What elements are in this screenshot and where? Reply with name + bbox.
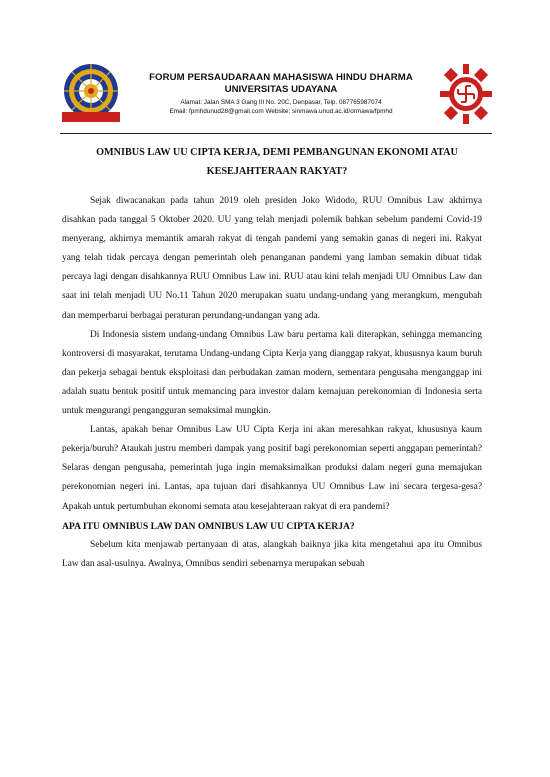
paragraph-1: Sejak diwacanakan pada tahun 2019 oleh presiden Joko Widodo, RUU Omnibus Law akhirnya disahkan pada tanggal 5 Oktober 2020. UU yang telah menjadi polemik bahkan sebelum pandemi Covid-19 menyerang, akhirnya memantik amarah rakyat di tengah pandemi yang semakin ganas di negeri ini. Rakyat yang telah tidak percaya dengan pemerintah oleh penanganan pandemi yang lamban semakin dibuat tidak percaya lagi dengan disahkannya RUU Omnibus Law ini. RUU atau kini telah menjadi UU Omnibus Law dan saat ini telah menjadi UU No.11 Tahun 2020 merupakan suatu undang-undang yang merangkum, mengubah dan memperbarui berbagai peraturan perundang-undangan yang ada. (62, 196, 482, 321)
document-title (72, 143, 482, 181)
fpmhd-emblem (440, 64, 492, 124)
document-body (62, 192, 482, 574)
title-line-2: KESEJAHTERAAN RAKYAT? (206, 166, 348, 177)
university-name: UNIVERSITAS UDAYANA (224, 84, 338, 95)
letterhead-text (122, 72, 440, 116)
paragraph-3: Lantas, apakah benar Omnibus Law UU Cipta Kerja ini akan meresahkan rakyat, khususnya kaum pekerja/buruh? Ataukah justru memberi dampak yang positif bagi perekonomian seperti anggapan pemerintah? Selaras dengan pengusaha, pemerintah juga ingin memaksimalkan produksi dalam negeri guna memajukan perekonomian negeri ini. Lantas, apa tujuan dari disahkannya UU Omnibus Law ini secara tergesa-gesa? Apakah untuk pertumbuhan ekonomi semata atau kesejahteraan rakyat di era pandemi? (62, 425, 482, 512)
letterhead-divider (60, 133, 492, 134)
org-name: FORUM PERSAUDARAAN MAHASISWA HINDU DHARMA (149, 72, 413, 83)
org-contact: Email: fpmhdunud28@gmail.com Website: sinmawa.unud.ac.id/ormawa/fpmhd (169, 108, 393, 115)
org-address: Alamat: Jalan SMA 3 Gang III No. 20C, Denpasar, Telp. 087765987074 (180, 99, 382, 106)
paragraph-2: Di Indonesia sistem undang-undang Omnibus Law baru pertama kali diterapkan, sehingga memancing kontroversi di masyarakat, terutama Undang-undang Cipta Kerja yang dianggap rakyat, khususnya kaum buruh dan pekerja sebagai bentuk eksploitasi dan perbudakan zaman modern, sementara pengusaha menganggap ini adalah suatu bentuk positif untuk memancing para investor dalam kemajuan perekonomian di Indonesia serta untuk mengurangi pengangguran semaksimal mungkin. (62, 329, 482, 417)
letterhead (60, 62, 492, 132)
university-logo (60, 62, 122, 124)
title-line-1: OMNIBUS LAW UU CIPTA KERJA, DEMI PEMBANGUNAN EKONOMI ATAU (96, 147, 458, 158)
paragraph-4: Sebelum kita menjawab pertanyaan di atas, alangkah baiknya jika kita mengetahui apa itu Omnibus Law dan asal-usulnya. Awalnya, Omnibus sendiri sebenarnya merupakan sebuah (62, 539, 482, 569)
section-heading: APA ITU OMNIBUS LAW DAN OMNIBUS LAW UU CIPTA KERJA? (62, 520, 355, 532)
